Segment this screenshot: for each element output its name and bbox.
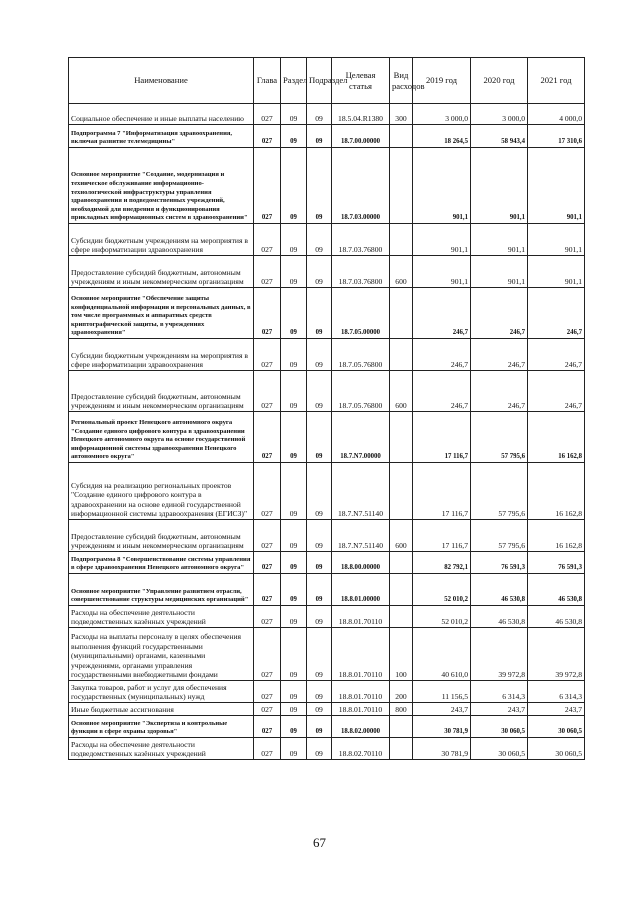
row-subsection: 09 xyxy=(307,224,332,256)
table-row xyxy=(69,371,585,412)
row-target: 18.7.N7.00000 xyxy=(332,412,390,463)
row-2019: 11 156,5 xyxy=(413,681,471,703)
row-chapter: 027 xyxy=(254,552,281,574)
table-row xyxy=(69,412,585,463)
row-chapter: 027 xyxy=(254,463,281,520)
row-section: 09 xyxy=(281,520,307,552)
row-chapter: 027 xyxy=(254,288,281,339)
table-row xyxy=(69,256,585,288)
row-2021: 76 591,3 xyxy=(528,552,585,574)
row-2021: 901,1 xyxy=(528,224,585,256)
row-expense-type xyxy=(390,716,413,738)
row-target: 18.7.N7.51140 xyxy=(332,520,390,552)
row-2020: 30 060,5 xyxy=(471,738,528,760)
row-expense-type: 600 xyxy=(390,520,413,552)
row-2021: 243,7 xyxy=(528,703,585,716)
row-2021: 6 314,3 xyxy=(528,681,585,703)
row-target: 18.8.01.70110 xyxy=(332,681,390,703)
table-row xyxy=(69,288,585,339)
row-2021: 4 000,0 xyxy=(528,104,585,125)
row-2019: 17 116,7 xyxy=(413,412,471,463)
row-2020: 57 795,6 xyxy=(471,463,528,520)
row-section: 09 xyxy=(281,681,307,703)
table-row xyxy=(69,738,585,760)
row-section: 09 xyxy=(281,552,307,574)
row-2021: 30 060,5 xyxy=(528,716,585,738)
row-target: 18.8.00.00000 xyxy=(332,552,390,574)
row-subsection: 09 xyxy=(307,412,332,463)
row-chapter: 027 xyxy=(254,520,281,552)
row-section: 09 xyxy=(281,104,307,125)
row-section: 09 xyxy=(281,716,307,738)
row-2021: 46 530,8 xyxy=(528,606,585,628)
row-subsection: 09 xyxy=(307,628,332,681)
row-2019: 82 792,1 xyxy=(413,552,471,574)
row-expense-type xyxy=(390,288,413,339)
row-2020: 901,1 xyxy=(471,256,528,288)
row-expense-type xyxy=(390,125,413,148)
row-name: Предоставление субсидий бюджетным, автономным учреждениям и иным некоммерческим организациям xyxy=(69,256,254,288)
row-section: 09 xyxy=(281,148,307,224)
row-chapter: 027 xyxy=(254,628,281,681)
row-subsection: 09 xyxy=(307,520,332,552)
row-section: 09 xyxy=(281,224,307,256)
row-expense-type: 800 xyxy=(390,703,413,716)
row-chapter: 027 xyxy=(254,738,281,760)
table-row xyxy=(69,224,585,256)
row-2020: 76 591,3 xyxy=(471,552,528,574)
table-row xyxy=(69,681,585,703)
row-name: Расходы на обеспечение деятельности подведомственных казённых учреждений xyxy=(69,738,254,760)
row-2020: 6 314,3 xyxy=(471,681,528,703)
row-name: Субсидии бюджетным учреждениям на мероприятия в сфере информатизации здравоохранения xyxy=(69,339,254,371)
row-name: Основное мероприятие "Экспертиза и контрольные функции в сфере охраны здоровья" xyxy=(69,716,254,738)
table-row xyxy=(69,716,585,738)
row-chapter: 027 xyxy=(254,606,281,628)
row-2019: 17 116,7 xyxy=(413,520,471,552)
row-target: 18.8.02.00000 xyxy=(332,716,390,738)
row-2019: 30 781,9 xyxy=(413,716,471,738)
row-name: Основное мероприятие "Обеспечение защиты конфиденциальной информации и персональных данных, в том числе программных и аппаратных средств криптографической защиты, в учреждениях здравоохранения" xyxy=(69,288,254,339)
row-section: 09 xyxy=(281,463,307,520)
row-name: Закупка товаров, работ и услуг для обеспечения государственных (муниципальных) нужд xyxy=(69,681,254,703)
row-2020: 901,1 xyxy=(471,148,528,224)
table-body xyxy=(69,104,585,760)
row-2021: 17 310,6 xyxy=(528,125,585,148)
row-expense-type xyxy=(390,339,413,371)
row-2019: 246,7 xyxy=(413,371,471,412)
row-target: 18.8.02.70110 xyxy=(332,738,390,760)
row-expense-type: 200 xyxy=(390,681,413,703)
row-section: 09 xyxy=(281,371,307,412)
row-2019: 40 610,0 xyxy=(413,628,471,681)
row-target: 18.7.00.00000 xyxy=(332,125,390,148)
row-name: Региональный проект Ненецкого автономного округа "Создание единого цифрового контура в здравоохранении Ненецкого автономного округа на основе государственной информационной системы здравоохранения Ненецкого автономного округа" xyxy=(69,412,254,463)
row-2019: 246,7 xyxy=(413,339,471,371)
row-2019: 901,1 xyxy=(413,148,471,224)
row-section: 09 xyxy=(281,703,307,716)
row-chapter: 027 xyxy=(254,412,281,463)
row-2021: 901,1 xyxy=(528,256,585,288)
row-name: Подпрограмма 7 "Информатизация здравоохранения, включая развитие телемедицины" xyxy=(69,125,254,148)
row-chapter: 027 xyxy=(254,125,281,148)
row-chapter: 027 xyxy=(254,681,281,703)
row-expense-type xyxy=(390,574,413,606)
row-expense-type: 300 xyxy=(390,104,413,125)
row-2021: 30 060,5 xyxy=(528,738,585,760)
row-name: Предоставление субсидий бюджетным, автономным учреждениям и иным некоммерческим организациям xyxy=(69,371,254,412)
row-name: Социальное обеспечение и иные выплаты населению xyxy=(69,104,254,125)
row-target: 18.7.N7.51140 xyxy=(332,463,390,520)
row-section: 09 xyxy=(281,628,307,681)
row-subsection: 09 xyxy=(307,104,332,125)
page-number: 67 xyxy=(313,835,326,850)
row-name: Предоставление субсидий бюджетным, автономным учреждениям и иным некоммерческим организациям xyxy=(69,520,254,552)
row-target: 18.7.05.76800 xyxy=(332,371,390,412)
row-subsection: 09 xyxy=(307,716,332,738)
row-expense-type xyxy=(390,463,413,520)
header-2019: 2019 год xyxy=(413,58,471,104)
row-expense-type xyxy=(390,412,413,463)
header-chapter: Глава xyxy=(254,58,281,104)
header-2020: 2020 год xyxy=(471,58,528,104)
table-row xyxy=(69,339,585,371)
row-expense-type xyxy=(390,552,413,574)
row-section: 09 xyxy=(281,606,307,628)
row-expense-type: 100 xyxy=(390,628,413,681)
table-row xyxy=(69,703,585,716)
table-row xyxy=(69,463,585,520)
row-2019: 3 000,0 xyxy=(413,104,471,125)
row-2019: 901,1 xyxy=(413,256,471,288)
row-section: 09 xyxy=(281,256,307,288)
row-chapter: 027 xyxy=(254,224,281,256)
table-row xyxy=(69,574,585,606)
row-chapter: 027 xyxy=(254,104,281,125)
row-subsection: 09 xyxy=(307,574,332,606)
row-2021: 901,1 xyxy=(528,148,585,224)
row-chapter: 027 xyxy=(254,148,281,224)
row-2020: 39 972,8 xyxy=(471,628,528,681)
row-2021: 246,7 xyxy=(528,339,585,371)
row-subsection: 09 xyxy=(307,288,332,339)
row-target: 18.7.03.76800 xyxy=(332,224,390,256)
row-subsection: 09 xyxy=(307,552,332,574)
table-row xyxy=(69,606,585,628)
row-expense-type xyxy=(390,738,413,760)
row-name: Подпрограмма 8 "Совершенствование системы управления в сфере здравоохранения Ненецкого автономного округа" xyxy=(69,552,254,574)
table-row xyxy=(69,552,585,574)
row-2021: 16 162,8 xyxy=(528,463,585,520)
row-expense-type: 600 xyxy=(390,371,413,412)
row-subsection: 09 xyxy=(307,463,332,520)
row-chapter: 027 xyxy=(254,339,281,371)
row-expense-type xyxy=(390,224,413,256)
row-2021: 246,7 xyxy=(528,288,585,339)
row-name: Субсидии бюджетным учреждениям на мероприятия в сфере информатизации здравоохранения xyxy=(69,224,254,256)
row-2020: 46 530,8 xyxy=(471,606,528,628)
row-2020: 246,7 xyxy=(471,288,528,339)
row-2020: 57 795,6 xyxy=(471,412,528,463)
row-section: 09 xyxy=(281,339,307,371)
row-subsection: 09 xyxy=(307,148,332,224)
row-2020: 243,7 xyxy=(471,703,528,716)
row-chapter: 027 xyxy=(254,574,281,606)
row-target: 18.7.05.76800 xyxy=(332,339,390,371)
row-subsection: 09 xyxy=(307,256,332,288)
row-target: 18.7.03.00000 xyxy=(332,148,390,224)
row-subsection: 09 xyxy=(307,371,332,412)
row-2019: 901,1 xyxy=(413,224,471,256)
row-2020: 46 530,8 xyxy=(471,574,528,606)
row-target: 18.8.01.70110 xyxy=(332,703,390,716)
row-2020: 246,7 xyxy=(471,339,528,371)
row-2019: 246,7 xyxy=(413,288,471,339)
row-subsection: 09 xyxy=(307,125,332,148)
row-2021: 46 530,8 xyxy=(528,574,585,606)
header-2021: 2021 год xyxy=(528,58,585,104)
row-2020: 57 795,6 xyxy=(471,520,528,552)
row-2020: 58 943,4 xyxy=(471,125,528,148)
row-expense-type xyxy=(390,606,413,628)
row-subsection: 09 xyxy=(307,738,332,760)
row-expense-type xyxy=(390,148,413,224)
table-row xyxy=(69,628,585,681)
row-subsection: 09 xyxy=(307,681,332,703)
row-name: Субсидия на реализацию региональных проектов "Создание единого цифрового контура в здравоохранении на основе единой государственной информационной системы здравоохранения (ЕГИСЗ)" xyxy=(69,463,254,520)
row-2019: 18 264,5 xyxy=(413,125,471,148)
header-expense-type: Вид расходов xyxy=(390,58,413,104)
row-2021: 39 972,8 xyxy=(528,628,585,681)
row-2019: 52 010,2 xyxy=(413,606,471,628)
row-target: 18.5.04.R1380 xyxy=(332,104,390,125)
row-chapter: 027 xyxy=(254,371,281,412)
table-row xyxy=(69,125,585,148)
row-chapter: 027 xyxy=(254,256,281,288)
row-name: Основное мероприятие "Управление развитием отрасли, совершенствование структуры медицинских организаций" xyxy=(69,574,254,606)
row-2020: 246,7 xyxy=(471,371,528,412)
row-target: 18.8.01.70110 xyxy=(332,628,390,681)
header-section: Раздел xyxy=(281,58,307,104)
row-2019: 17 116,7 xyxy=(413,463,471,520)
row-chapter: 027 xyxy=(254,703,281,716)
row-name: Иные бюджетные ассигнования xyxy=(69,703,254,716)
header-target: Целевая статья xyxy=(332,58,390,104)
budget-table xyxy=(68,57,585,760)
row-expense-type: 600 xyxy=(390,256,413,288)
row-2019: 52 010,2 xyxy=(413,574,471,606)
row-subsection: 09 xyxy=(307,606,332,628)
table-row xyxy=(69,148,585,224)
row-section: 09 xyxy=(281,574,307,606)
row-subsection: 09 xyxy=(307,339,332,371)
header-name: Наименование xyxy=(69,58,254,104)
row-2019: 30 781,9 xyxy=(413,738,471,760)
row-2021: 16 162,8 xyxy=(528,520,585,552)
row-section: 09 xyxy=(281,125,307,148)
row-chapter: 027 xyxy=(254,716,281,738)
row-name: Расходы на выплаты персоналу в целях обеспечения выполнения функций государственными (муниципальными) органами, казенными учреждениями, органами управления государственными внебюджетными фондами xyxy=(69,628,254,681)
row-2020: 30 060,5 xyxy=(471,716,528,738)
header-row xyxy=(69,58,585,104)
row-target: 18.8.01.00000 xyxy=(332,574,390,606)
row-name: Основное мероприятие "Создание, модернизация и техническое обслуживание информационно-технологической инфраструктуры управления здравоохранения и подведомственных учреждений, необходимой для внедрения и функционирования прикладных информационных систем в здравоохранении" xyxy=(69,148,254,224)
row-section: 09 xyxy=(281,738,307,760)
row-2020: 3 000,0 xyxy=(471,104,528,125)
row-name: Расходы на обеспечение деятельности подведомственных казённых учреждений xyxy=(69,606,254,628)
header-subsection: Подраздел xyxy=(307,58,332,104)
table-row xyxy=(69,104,585,125)
row-2021: 246,7 xyxy=(528,371,585,412)
table-row xyxy=(69,520,585,552)
row-target: 18.7.03.76800 xyxy=(332,256,390,288)
row-subsection: 09 xyxy=(307,703,332,716)
row-2019: 243,7 xyxy=(413,703,471,716)
row-section: 09 xyxy=(281,288,307,339)
row-2020: 901,1 xyxy=(471,224,528,256)
row-2021: 16 162,8 xyxy=(528,412,585,463)
row-target: 18.7.05.00000 xyxy=(332,288,390,339)
row-target: 18.8.01.70110 xyxy=(332,606,390,628)
row-section: 09 xyxy=(281,412,307,463)
